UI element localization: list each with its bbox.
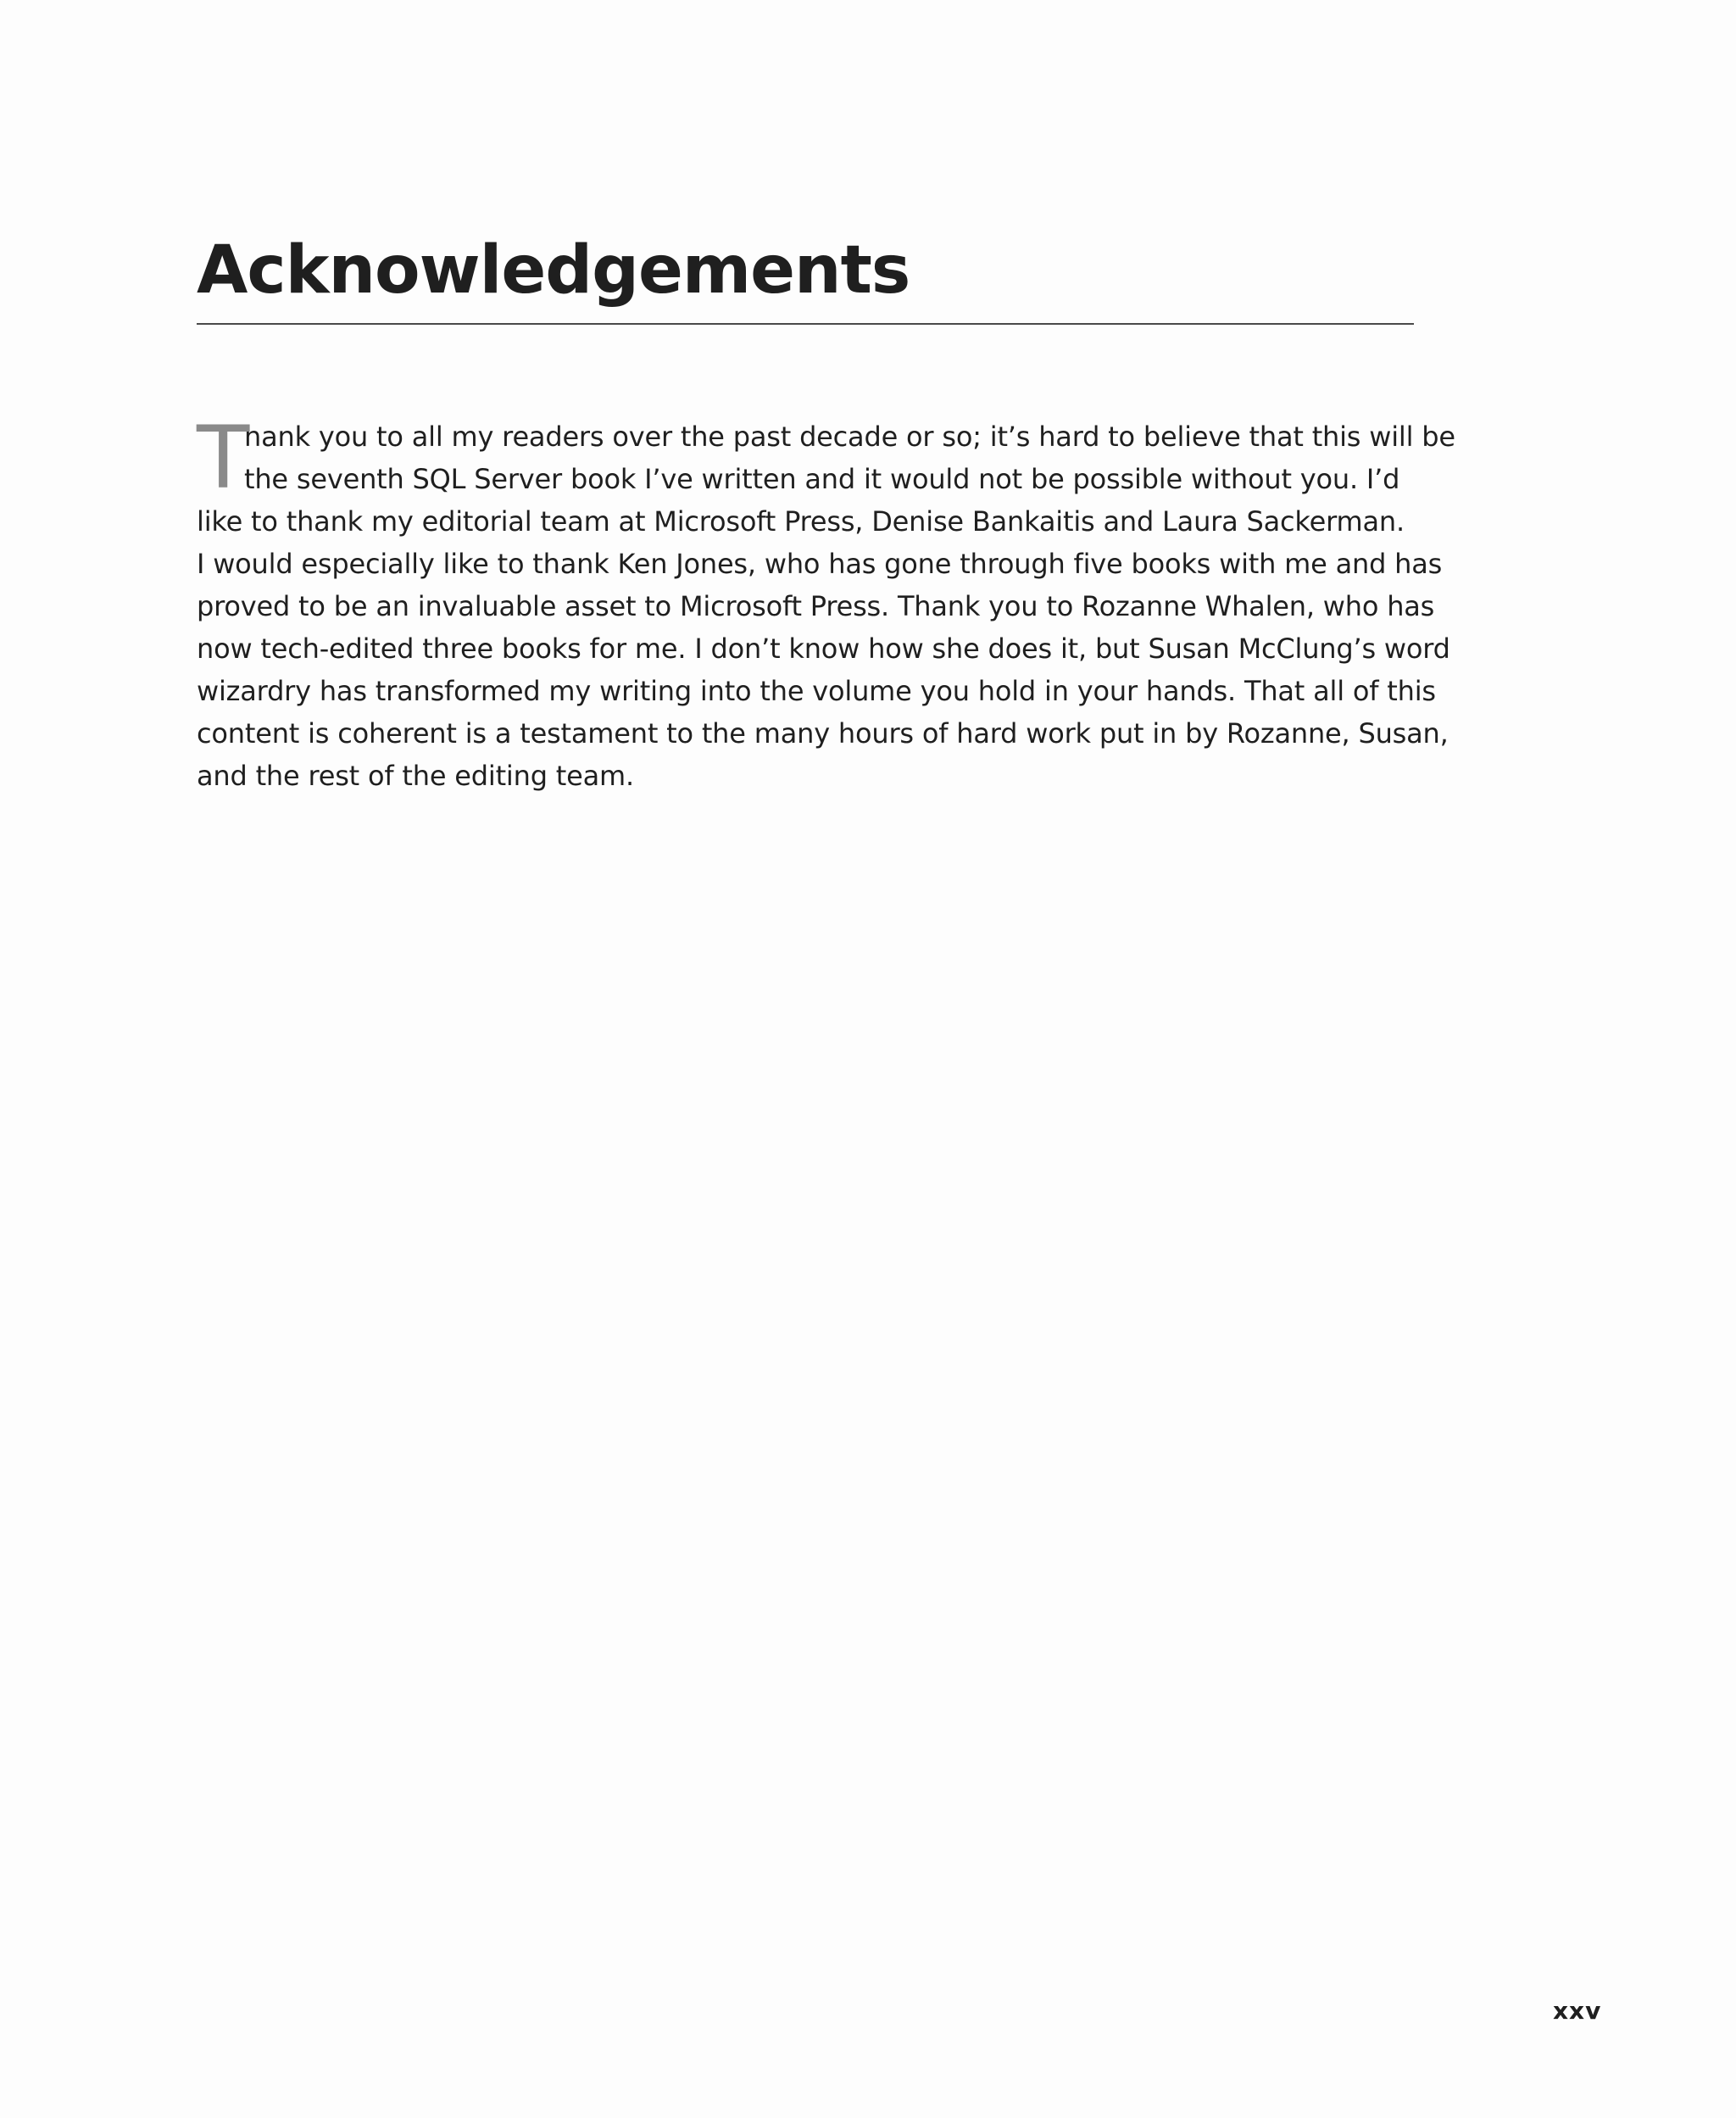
paragraph-line: proved to be an invaluable asset to Microsoft Press. Thank you to Rozanne Whalen, who has	[197, 590, 1435, 622]
paragraph-line: like to thank my editorial team at Microsoft Press, Denise Bankaitis and Laura Sackerman.	[197, 505, 1405, 538]
acknowledgements-paragraph	[197, 408, 1455, 797]
paragraph-line: I would especially like to thank Ken Jones, who has gone through five books with me and has	[197, 548, 1443, 580]
page-number: xxv	[1553, 1997, 1602, 2025]
paragraph-line: now tech-edited three books for me. I don’t know how she does it, but Susan McClung’s word	[197, 633, 1450, 665]
drop-cap: T	[197, 408, 250, 509]
paragraph-line: wizardry has transformed my writing into the volume you hold in your hands. That all of this	[197, 675, 1436, 707]
heading-rule	[197, 323, 1414, 325]
paragraph-line: and the rest of the editing team.	[197, 760, 634, 792]
paragraph-line: the seventh SQL Server book I’ve written and it would not be possible without you. I’d	[244, 463, 1400, 495]
paragraph-line: content is coherent is a testament to the many hours of hard work put in by Rozanne, Susan,	[197, 717, 1449, 750]
page-heading: Acknowledgements	[197, 232, 910, 309]
paragraph-line: hank you to all my readers over the past decade or so; it’s hard to believe that this will be	[244, 421, 1455, 453]
